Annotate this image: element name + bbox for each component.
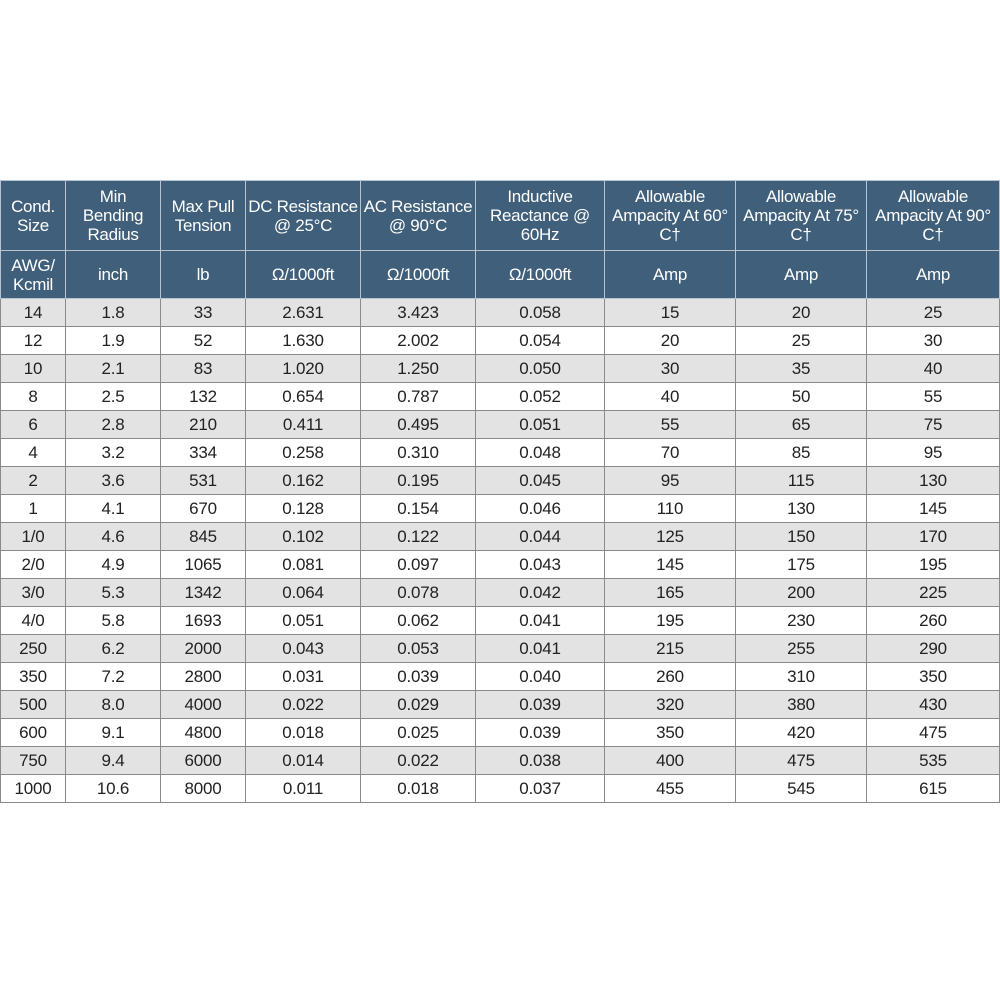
table-cell: 12 <box>1 327 66 355</box>
table-cell: 50 <box>736 383 867 411</box>
unit-header: AWG/ Kcmil <box>1 251 66 299</box>
table-cell: 1 <box>1 495 66 523</box>
table-cell: 600 <box>1 719 66 747</box>
table-cell: 0.053 <box>361 635 476 663</box>
table-cell: 0.022 <box>361 747 476 775</box>
column-header: Cond. Size <box>1 181 66 251</box>
table-cell: 350 <box>867 663 1000 691</box>
table-cell: 0.064 <box>246 579 361 607</box>
table-cell: 4800 <box>161 719 246 747</box>
table-cell: 845 <box>161 523 246 551</box>
table-cell: 40 <box>867 355 1000 383</box>
table-cell: 420 <box>736 719 867 747</box>
table-cell: 2.002 <box>361 327 476 355</box>
table-cell: 1.020 <box>246 355 361 383</box>
table-cell: 3/0 <box>1 579 66 607</box>
unit-header: Amp <box>867 251 1000 299</box>
table-cell: 0.154 <box>361 495 476 523</box>
table-cell: 52 <box>161 327 246 355</box>
table-cell: 0.043 <box>246 635 361 663</box>
table-cell: 475 <box>736 747 867 775</box>
table-cell: 0.162 <box>246 467 361 495</box>
unit-header: Ω/1000ft <box>361 251 476 299</box>
table-row <box>1 467 1000 495</box>
table-cell: 380 <box>736 691 867 719</box>
table-cell: 75 <box>867 411 1000 439</box>
unit-header: Ω/1000ft <box>476 251 605 299</box>
table-cell: 475 <box>867 719 1000 747</box>
table-cell: 0.097 <box>361 551 476 579</box>
table-cell: 9.4 <box>66 747 161 775</box>
table-cell: 430 <box>867 691 1000 719</box>
table-cell: 0.044 <box>476 523 605 551</box>
table-row <box>1 663 1000 691</box>
table-cell: 20 <box>605 327 736 355</box>
unit-header: Amp <box>736 251 867 299</box>
table-row <box>1 607 1000 635</box>
table-cell: 0.258 <box>246 439 361 467</box>
table-cell: 0.081 <box>246 551 361 579</box>
table-cell: 130 <box>736 495 867 523</box>
table-cell: 0.051 <box>246 607 361 635</box>
table-cell: 0.031 <box>246 663 361 691</box>
table-row <box>1 383 1000 411</box>
table-cell: 255 <box>736 635 867 663</box>
table-cell: 260 <box>867 607 1000 635</box>
table-cell: 0.039 <box>361 663 476 691</box>
header-row <box>1 181 1000 251</box>
table-cell: 500 <box>1 691 66 719</box>
table-cell: 55 <box>867 383 1000 411</box>
table-body <box>1 299 1000 803</box>
table-cell: 0.045 <box>476 467 605 495</box>
table-cell: 4 <box>1 439 66 467</box>
table-cell: 20 <box>736 299 867 327</box>
table-cell: 145 <box>867 495 1000 523</box>
column-header: Allowable Ampacity At 60° C† <box>605 181 736 251</box>
table-cell: 175 <box>736 551 867 579</box>
table-cell: 110 <box>605 495 736 523</box>
table-cell: 290 <box>867 635 1000 663</box>
table-cell: 0.128 <box>246 495 361 523</box>
table-row <box>1 523 1000 551</box>
table-cell: 1.9 <box>66 327 161 355</box>
table-cell: 1.250 <box>361 355 476 383</box>
table-cell: 8 <box>1 383 66 411</box>
table-cell: 6000 <box>161 747 246 775</box>
table-cell: 531 <box>161 467 246 495</box>
table-cell: 10 <box>1 355 66 383</box>
table-cell: 0.043 <box>476 551 605 579</box>
table-cell: 0.022 <box>246 691 361 719</box>
table-cell: 1/0 <box>1 523 66 551</box>
unit-header: lb <box>161 251 246 299</box>
table-cell: 0.038 <box>476 747 605 775</box>
table-cell: 455 <box>605 775 736 803</box>
table-cell: 1000 <box>1 775 66 803</box>
table-cell: 310 <box>736 663 867 691</box>
table-cell: 25 <box>867 299 1000 327</box>
table-cell: 10.6 <box>66 775 161 803</box>
table-cell: 260 <box>605 663 736 691</box>
table-cell: 0.039 <box>476 691 605 719</box>
table-cell: 0.051 <box>476 411 605 439</box>
table-cell: 0.025 <box>361 719 476 747</box>
table-cell: 750 <box>1 747 66 775</box>
table-cell: 130 <box>867 467 1000 495</box>
table-cell: 2.8 <box>66 411 161 439</box>
table-cell: 1342 <box>161 579 246 607</box>
table-cell: 6 <box>1 411 66 439</box>
table-cell: 1.630 <box>246 327 361 355</box>
table-cell: 0.014 <box>246 747 361 775</box>
table-cell: 8000 <box>161 775 246 803</box>
table-cell: 4.6 <box>66 523 161 551</box>
table-cell: 83 <box>161 355 246 383</box>
table-row <box>1 691 1000 719</box>
table-cell: 0.310 <box>361 439 476 467</box>
table-cell: 3.423 <box>361 299 476 327</box>
table-cell: 0.041 <box>476 607 605 635</box>
table-cell: 535 <box>867 747 1000 775</box>
table-cell: 132 <box>161 383 246 411</box>
table-cell: 615 <box>867 775 1000 803</box>
column-header: Max Pull Tension <box>161 181 246 251</box>
table-cell: 0.052 <box>476 383 605 411</box>
table-cell: 4000 <box>161 691 246 719</box>
spec-table <box>0 180 1000 803</box>
table-cell: 0.050 <box>476 355 605 383</box>
table-cell: 350 <box>1 663 66 691</box>
table-cell: 8.0 <box>66 691 161 719</box>
table-cell: 3.2 <box>66 439 161 467</box>
table-cell: 0.029 <box>361 691 476 719</box>
table-cell: 0.054 <box>476 327 605 355</box>
table-cell: 225 <box>867 579 1000 607</box>
table-cell: 0.411 <box>246 411 361 439</box>
table-cell: 2.1 <box>66 355 161 383</box>
table-cell: 0.102 <box>246 523 361 551</box>
table-cell: 334 <box>161 439 246 467</box>
table-cell: 0.046 <box>476 495 605 523</box>
table-cell: 3.6 <box>66 467 161 495</box>
column-header: AC Resistance @ 90°C <box>361 181 476 251</box>
table-cell: 40 <box>605 383 736 411</box>
unit-header: Amp <box>605 251 736 299</box>
table-cell: 95 <box>867 439 1000 467</box>
table-cell: 7.2 <box>66 663 161 691</box>
table-row <box>1 747 1000 775</box>
table-row <box>1 299 1000 327</box>
table-cell: 0.654 <box>246 383 361 411</box>
table-cell: 0.011 <box>246 775 361 803</box>
table-cell: 210 <box>161 411 246 439</box>
table-cell: 200 <box>736 579 867 607</box>
table-cell: 0.062 <box>361 607 476 635</box>
table-cell: 14 <box>1 299 66 327</box>
table-cell: 125 <box>605 523 736 551</box>
table-cell: 4.9 <box>66 551 161 579</box>
table-cell: 400 <box>605 747 736 775</box>
column-header: Allowable Ampacity At 75° C† <box>736 181 867 251</box>
table-cell: 85 <box>736 439 867 467</box>
table-cell: 0.040 <box>476 663 605 691</box>
table-cell: 195 <box>867 551 1000 579</box>
table-cell: 0.078 <box>361 579 476 607</box>
table-cell: 2000 <box>161 635 246 663</box>
table-row <box>1 551 1000 579</box>
table-cell: 670 <box>161 495 246 523</box>
table-cell: 215 <box>605 635 736 663</box>
table-cell: 250 <box>1 635 66 663</box>
table-cell: 30 <box>605 355 736 383</box>
table-cell: 2/0 <box>1 551 66 579</box>
table-cell: 95 <box>605 467 736 495</box>
table-cell: 55 <box>605 411 736 439</box>
table-cell: 0.048 <box>476 439 605 467</box>
table-cell: 1065 <box>161 551 246 579</box>
table-cell: 0.495 <box>361 411 476 439</box>
table-row <box>1 719 1000 747</box>
column-header: Min Bending Radius <box>66 181 161 251</box>
table-cell: 165 <box>605 579 736 607</box>
table-cell: 1693 <box>161 607 246 635</box>
table-row <box>1 327 1000 355</box>
table-cell: 350 <box>605 719 736 747</box>
table-cell: 2 <box>1 467 66 495</box>
column-header: Inductive Reactance @ 60Hz <box>476 181 605 251</box>
table-cell: 25 <box>736 327 867 355</box>
column-header: Allowable Ampacity At 90° C† <box>867 181 1000 251</box>
table-row <box>1 411 1000 439</box>
table-cell: 5.8 <box>66 607 161 635</box>
table-cell: 4/0 <box>1 607 66 635</box>
table-cell: 320 <box>605 691 736 719</box>
table-cell: 115 <box>736 467 867 495</box>
table-cell: 145 <box>605 551 736 579</box>
table-cell: 6.2 <box>66 635 161 663</box>
table-cell: 150 <box>736 523 867 551</box>
table-cell: 545 <box>736 775 867 803</box>
table-row <box>1 579 1000 607</box>
table-row <box>1 635 1000 663</box>
table-cell: 0.058 <box>476 299 605 327</box>
table-row <box>1 495 1000 523</box>
table-cell: 2.631 <box>246 299 361 327</box>
table-cell: 70 <box>605 439 736 467</box>
table-cell: 0.018 <box>246 719 361 747</box>
table-row <box>1 775 1000 803</box>
table-cell: 30 <box>867 327 1000 355</box>
table-cell: 2800 <box>161 663 246 691</box>
table-cell: 15 <box>605 299 736 327</box>
table-row <box>1 439 1000 467</box>
units-row <box>1 251 1000 299</box>
unit-header: inch <box>66 251 161 299</box>
column-header: DC Resistance @ 25°C <box>246 181 361 251</box>
table-cell: 4.1 <box>66 495 161 523</box>
table-cell: 9.1 <box>66 719 161 747</box>
table-cell: 35 <box>736 355 867 383</box>
table-cell: 0.018 <box>361 775 476 803</box>
table-cell: 5.3 <box>66 579 161 607</box>
table-cell: 0.195 <box>361 467 476 495</box>
table-cell: 0.042 <box>476 579 605 607</box>
table-cell: 0.787 <box>361 383 476 411</box>
table-cell: 33 <box>161 299 246 327</box>
table-cell: 0.122 <box>361 523 476 551</box>
table-cell: 230 <box>736 607 867 635</box>
table-cell: 0.041 <box>476 635 605 663</box>
table-row <box>1 355 1000 383</box>
table-cell: 1.8 <box>66 299 161 327</box>
table-cell: 0.037 <box>476 775 605 803</box>
table-cell: 0.039 <box>476 719 605 747</box>
unit-header: Ω/1000ft <box>246 251 361 299</box>
table-cell: 2.5 <box>66 383 161 411</box>
table-cell: 195 <box>605 607 736 635</box>
table-cell: 170 <box>867 523 1000 551</box>
table-cell: 65 <box>736 411 867 439</box>
